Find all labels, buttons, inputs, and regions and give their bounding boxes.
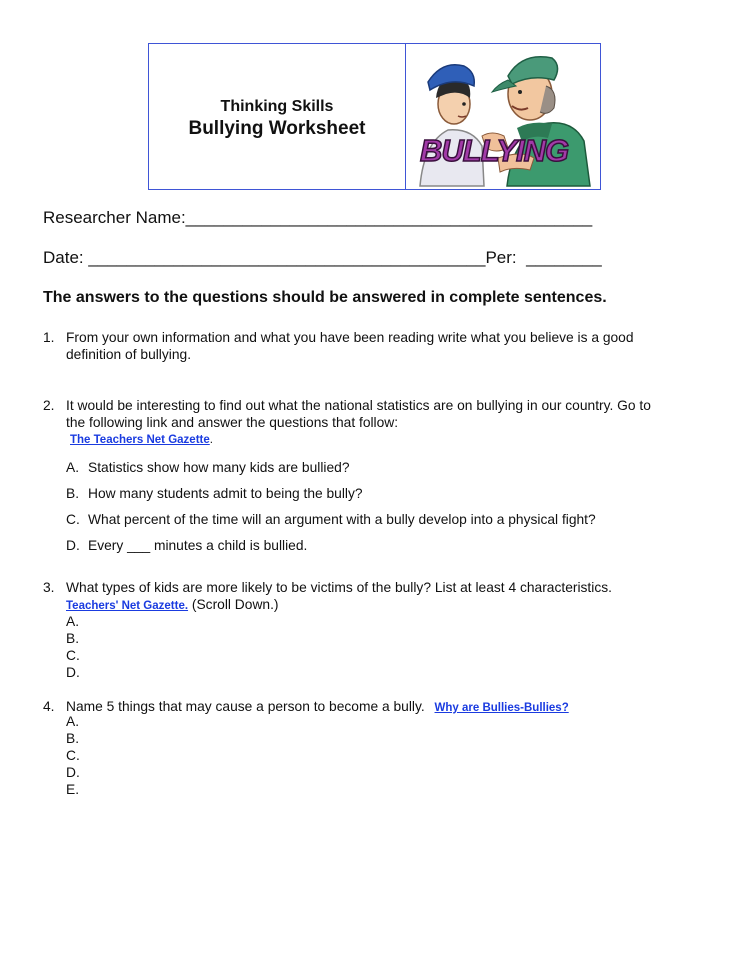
answer-line: D. (66, 665, 80, 680)
bullying-image-label: BULLYING (420, 133, 569, 168)
header-table (148, 43, 601, 190)
why-are-bullies-link[interactable]: Why are Bullies-Bullies? (434, 702, 569, 714)
question-text: It would be interesting to find out what the national statistics are on bullying in our country. Go to (66, 398, 651, 413)
link-suffix: (Scroll Down.) (188, 597, 279, 612)
answer-line: D. (66, 765, 80, 780)
header-subtitle: Thinking Skills (220, 97, 334, 115)
bullying-illustration (412, 46, 597, 188)
sub-letter: D. (66, 538, 80, 553)
header-title-cell (149, 44, 406, 189)
sub-question (66, 538, 307, 553)
question-number: 3. (43, 580, 55, 595)
answer-line: E. (66, 782, 80, 797)
answer-line: B. (66, 631, 80, 646)
sub-text: Statistics show how many kids are bullied? (88, 460, 350, 475)
sub-question (66, 486, 363, 501)
sub-text: What percent of the time will an argument with a bully develop into a physical fight? (88, 512, 596, 527)
sub-text: How many students admit to being the bully? (88, 486, 363, 501)
answer-line: A. (66, 714, 80, 729)
sub-letter: B. (66, 486, 80, 501)
question-text: Name 5 things that may cause a person to become a bully. (66, 699, 425, 714)
sub-text: Every ___ minutes a child is bullied. (88, 538, 308, 553)
sub-question (66, 460, 350, 475)
sub-question (66, 512, 596, 527)
question-text: From your own information and what you have been reading write what you believe is a good (66, 330, 634, 345)
teachers-net-gazette-link[interactable]: The Teachers Net Gazette (70, 434, 210, 446)
answer-line: B. (66, 731, 80, 746)
sub-letter: A. (66, 460, 80, 475)
link-suffix: . (209, 434, 213, 446)
question-text: What types of kids are more likely to be victims of the bully? List at least 4 characteristics. (66, 580, 612, 595)
header-title: Bullying Worksheet (188, 117, 366, 139)
header-image-cell (406, 44, 600, 189)
instruction-text: The answers to the questions should be answered in complete sentences. (43, 289, 607, 306)
answer-line: A. (66, 614, 80, 629)
date-period-field[interactable]: Date: __________________________________________Per: ________ (43, 248, 602, 267)
answer-line: C. (66, 748, 80, 763)
researcher-name-field[interactable]: Researcher Name:___________________________________________ (43, 208, 593, 227)
question-text: definition of bullying. (66, 347, 192, 362)
question-number: 4. (43, 699, 55, 714)
answer-line: C. (66, 648, 80, 663)
teachers-net-gazette-link[interactable]: Teachers' Net Gazette. (66, 600, 189, 612)
question-number: 1. (43, 330, 55, 345)
sub-letter: C. (66, 512, 80, 527)
question-text: the following link and answer the questions that follow: (66, 415, 399, 430)
question-number: 2. (43, 398, 55, 413)
